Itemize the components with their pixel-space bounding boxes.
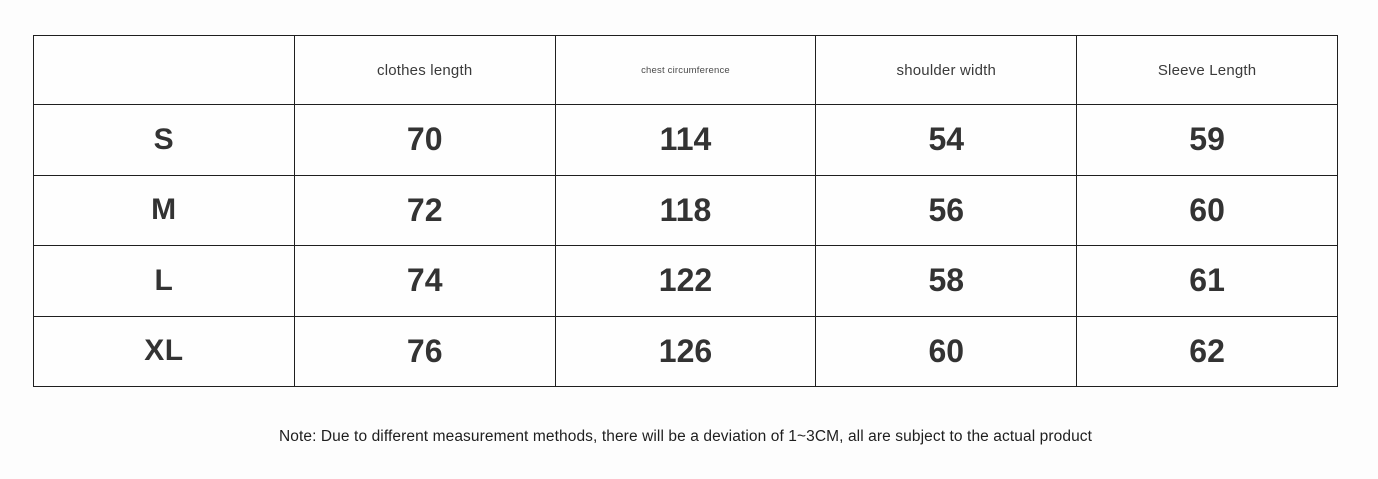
chest-circumference-value: 118: [555, 175, 816, 246]
table-row-m: [34, 175, 1338, 246]
sleeve-length-value: 60: [1077, 175, 1338, 246]
clothes-length-value: 72: [294, 175, 555, 246]
column-header-chest-circumference: chest circumference: [555, 36, 816, 105]
size-label: L: [34, 246, 295, 317]
clothes-length-value: 74: [294, 246, 555, 317]
size-label: S: [34, 105, 295, 176]
size-label: M: [34, 175, 295, 246]
table-row-xl: [34, 316, 1338, 387]
note-text: Note: Due to different measurement methods, there will be a deviation of 1~3CM, all are subject to the actual product: [278, 428, 1093, 445]
chest-circumference-value: 114: [555, 105, 816, 176]
shoulder-width-value: 56: [816, 175, 1077, 246]
sleeve-length-value: 62: [1077, 316, 1338, 387]
shoulder-width-value: 60: [816, 316, 1077, 387]
column-header-shoulder-width: shoulder width: [816, 36, 1077, 105]
size-chart-table: [33, 35, 1338, 387]
chest-circumference-value: 122: [555, 246, 816, 317]
header-row: [34, 36, 1338, 105]
clothes-length-value: 76: [294, 316, 555, 387]
size-label: XL: [34, 316, 295, 387]
shoulder-width-value: 54: [816, 105, 1077, 176]
column-header-sleeve-length: Sleeve Length: [1077, 36, 1338, 105]
column-header-clothes-length: clothes length: [294, 36, 555, 105]
sleeve-length-value: 61: [1077, 246, 1338, 317]
clothes-length-value: 70: [294, 105, 555, 176]
chest-circumference-value: 126: [555, 316, 816, 387]
column-header-blank: [34, 36, 295, 105]
shoulder-width-value: 58: [816, 246, 1077, 317]
table-row-l: [34, 246, 1338, 317]
sleeve-length-value: 59: [1077, 105, 1338, 176]
table-row-s: [34, 105, 1338, 176]
